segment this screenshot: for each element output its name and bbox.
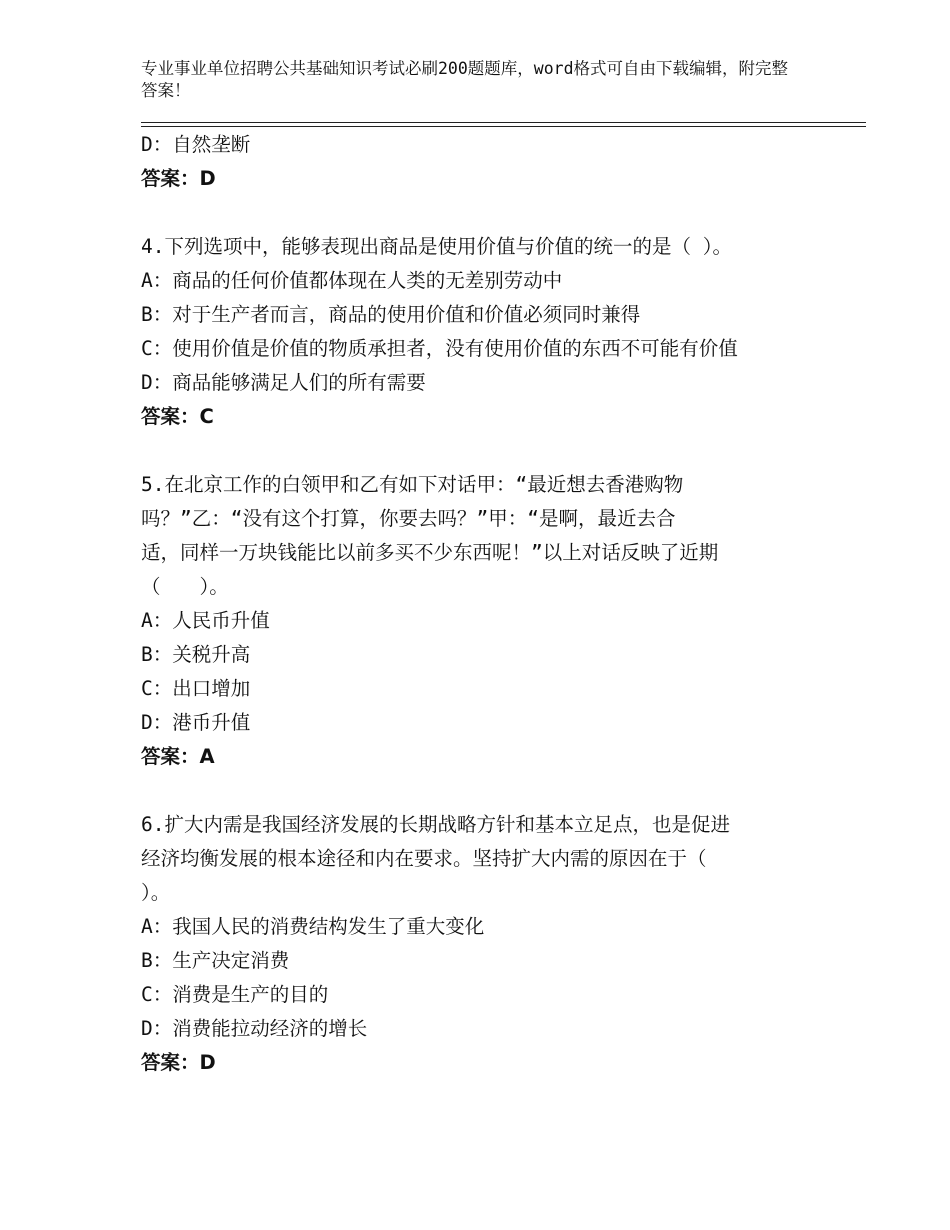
question-stem-line: 适，同样一万块钱能比以前多买不少东西呢！”以上对话反映了近期 xyxy=(141,541,719,564)
spacer xyxy=(141,196,821,230)
prev-question-tail xyxy=(141,128,821,196)
option-b: B：对于生产者而言，商品的使用价值和价值必须同时兼得 xyxy=(141,303,641,326)
question-6 xyxy=(141,808,821,1080)
option-c: C：使用价值是价值的物质承担者，没有使用价值的东西不可能有价值 xyxy=(141,337,738,360)
option-b: B：关税升高 xyxy=(141,643,251,666)
answer: 答案：D xyxy=(141,167,216,190)
question-5 xyxy=(141,468,821,774)
option-a: A：我国人民的消费结构发生了重大变化 xyxy=(141,915,485,938)
question-4 xyxy=(141,230,821,434)
question-stem-line: 6.扩大内需是我国经济发展的长期战略方针和基本立足点，也是促进 xyxy=(141,813,730,836)
question-stem: 4.下列选项中，能够表现出商品是使用价值与价值的统一的是（ ）。 xyxy=(141,235,732,258)
option-b: B：生产决定消费 xyxy=(141,949,290,972)
question-stem-line: 经济均衡发展的根本途径和内在要求。坚持扩大内需的原因在于（ xyxy=(141,847,707,870)
answer: 答案：C xyxy=(141,405,214,428)
document-body xyxy=(141,128,821,1080)
question-stem-line: 吗？”乙：“没有这个打算，你要去吗？”甲：“是啊，最近去合 xyxy=(141,507,676,530)
option-d: D：自然垄断 xyxy=(141,133,251,156)
option-a: A：商品的任何价值都体现在人类的无差别劳动中 xyxy=(141,269,563,292)
header-rule-top xyxy=(141,122,866,123)
question-stem-line: ）。 xyxy=(141,881,171,904)
question-stem-line: （ ）。 xyxy=(141,575,229,598)
answer: 答案：D xyxy=(141,1051,216,1074)
option-d: D：商品能够满足人们的所有需要 xyxy=(141,371,426,394)
option-d: D：消费能拉动经济的增长 xyxy=(141,1017,368,1040)
spacer xyxy=(141,774,821,808)
option-c: C：出口增加 xyxy=(141,677,251,700)
option-c: C：消费是生产的目的 xyxy=(141,983,329,1006)
option-a: A：人民币升值 xyxy=(141,609,270,632)
spacer xyxy=(141,434,821,468)
answer: 答案：A xyxy=(141,745,215,768)
header-rule-bottom xyxy=(141,126,866,127)
page-header: 专业事业单位招聘公共基础知识考试必刷200题题库，word格式可自由下载编辑，附完整答案！ xyxy=(141,59,789,100)
question-stem-line: 5.在北京工作的白领甲和乙有如下对话甲：“最近想去香港购物 xyxy=(141,473,684,496)
option-d: D：港币升值 xyxy=(141,711,251,734)
